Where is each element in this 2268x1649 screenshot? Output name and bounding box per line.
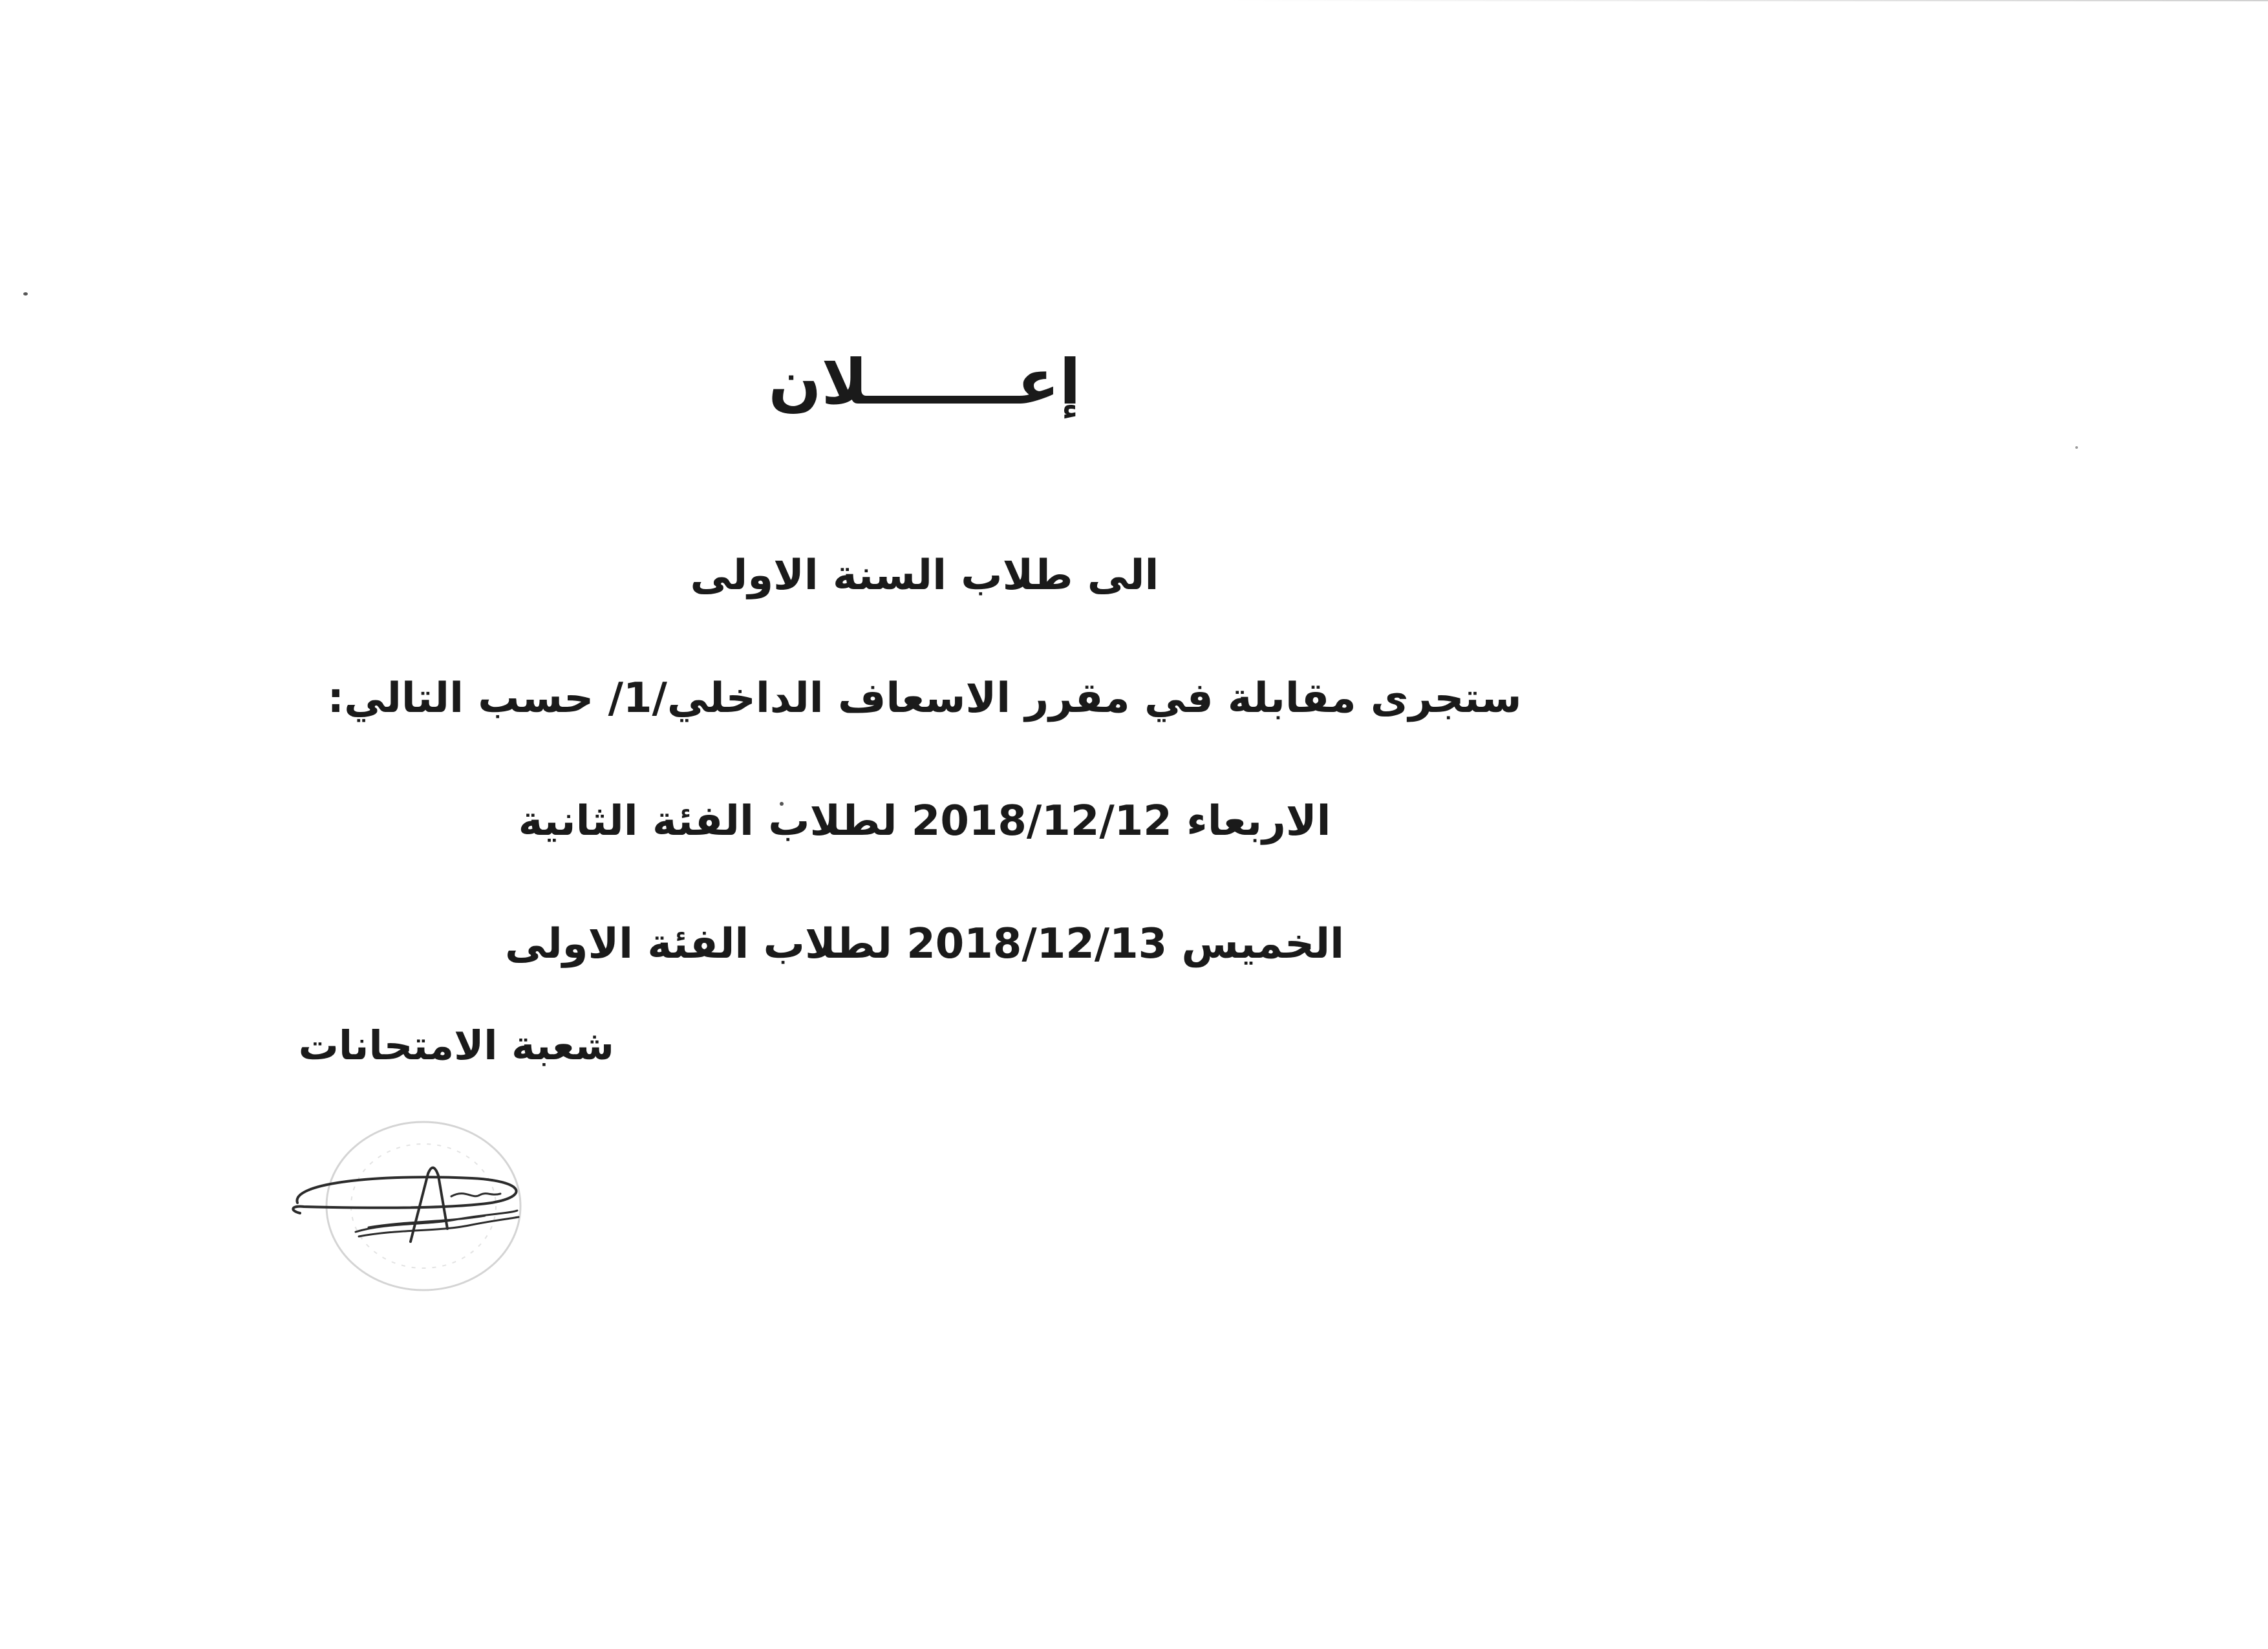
- announcement-title: إعـــــــلان: [768, 346, 1081, 419]
- interview-notice-line: ستجرى مقابلة في مقرر الاسعاف الداخلي/1/ حسب التالي:: [327, 674, 1522, 722]
- recipient-line: الى طلاب السنة الاولى: [690, 552, 1159, 599]
- signature-scribble: [356, 1211, 519, 1236]
- issuer-department: شعبة الامتحانات: [298, 1022, 614, 1069]
- scan-speck: [2075, 446, 2078, 449]
- schedule-line-group-two: الاربعاء 2018/12/12 لطلاب الفئة الثانية: [518, 797, 1331, 845]
- scan-speck: [23, 292, 28, 296]
- schedule-line-group-one: الخميس 2018/12/13 لطلاب الفئة الاولى: [504, 920, 1345, 968]
- scan-edge: [1228, 0, 2268, 1]
- signature-tail: [451, 1194, 500, 1196]
- signature-stamp-icon: [278, 1099, 550, 1306]
- announcement-body: [0, 514, 1849, 1006]
